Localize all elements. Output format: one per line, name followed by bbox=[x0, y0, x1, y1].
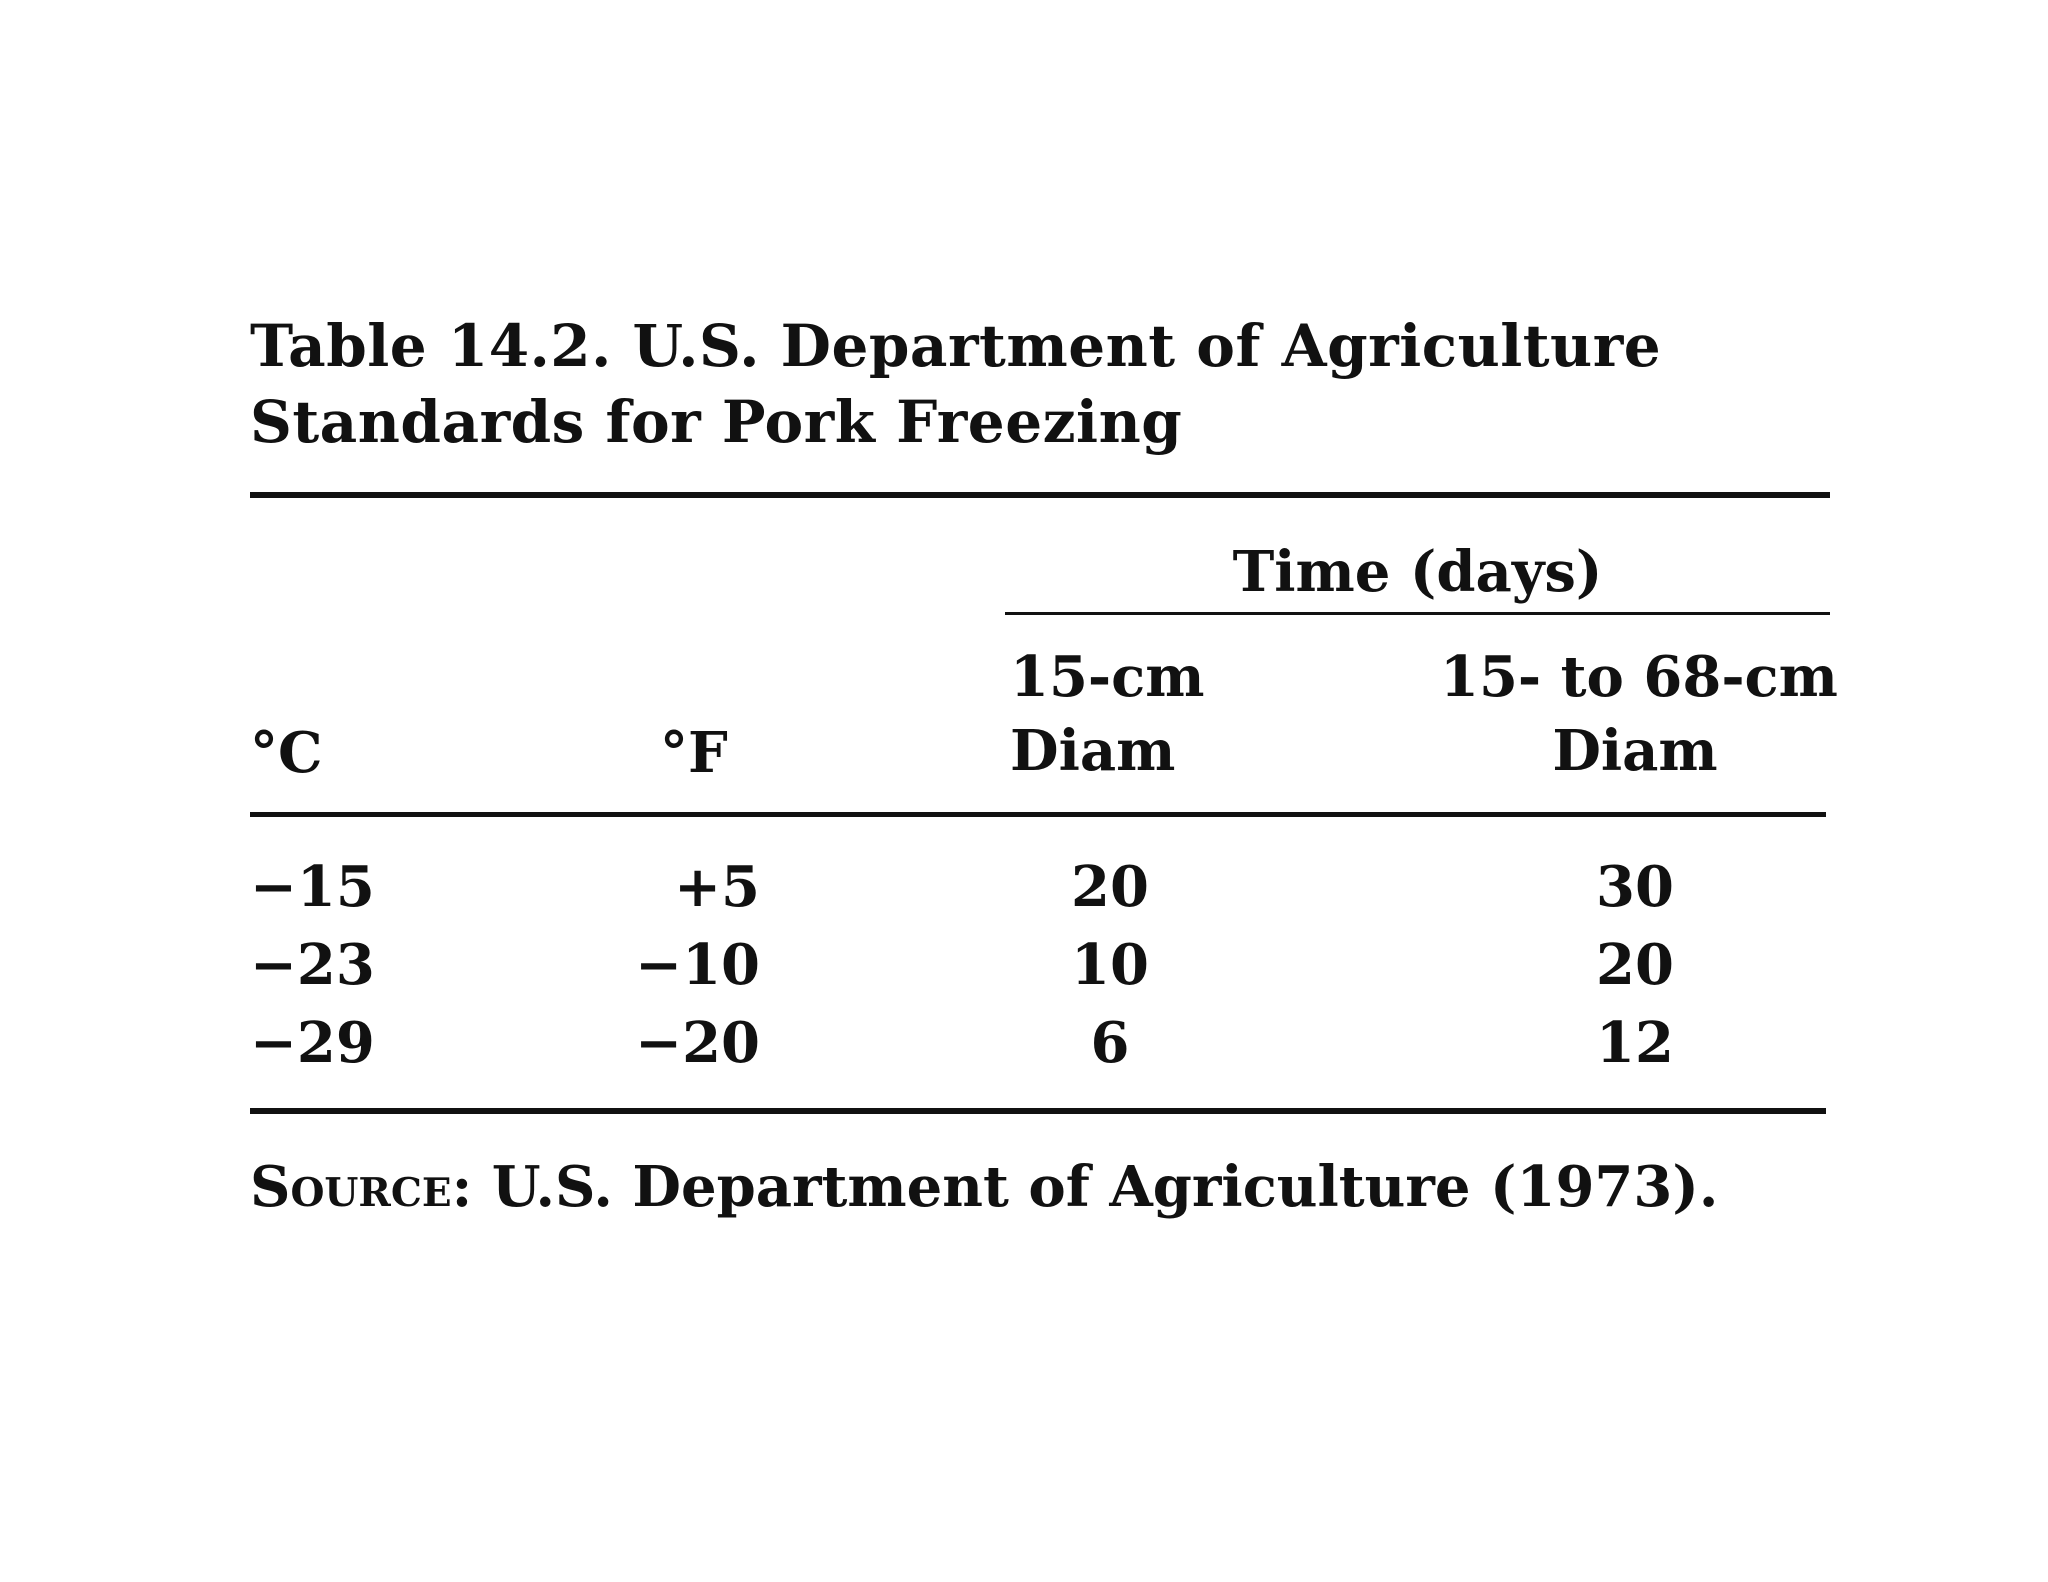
header-15cm-diam-line-2: Diam bbox=[1010, 718, 1176, 784]
header-fahrenheit: °F bbox=[660, 720, 728, 786]
table-cell-15cm-days: 10 bbox=[1071, 932, 1149, 998]
table-cell-celsius: −29 bbox=[250, 1010, 375, 1076]
header-bottom-rule bbox=[250, 812, 1826, 817]
header-celsius: °C bbox=[250, 720, 323, 786]
header-15cm-diam-line-1: 15-cm bbox=[1010, 644, 1205, 710]
table-cell-15-68cm-days: 30 bbox=[1596, 854, 1674, 920]
time-days-spanning-header: Time (days) bbox=[1232, 539, 1603, 605]
table-cell-15-68cm-days: 20 bbox=[1596, 932, 1674, 998]
table-cell-fahrenheit: −10 bbox=[635, 932, 760, 998]
header-15-to-68cm-diam-line-1: 15- to 68-cm bbox=[1440, 644, 1838, 710]
table-cell-15cm-days: 6 bbox=[1090, 1010, 1130, 1076]
table-title-line-2: Standards for Pork Freezing bbox=[250, 388, 1183, 456]
source-text: U.S. Department of Agriculture (1973). bbox=[491, 1154, 1719, 1220]
table-top-rule bbox=[250, 492, 1830, 498]
table-cell-celsius: −23 bbox=[250, 932, 375, 998]
table-bottom-rule bbox=[250, 1108, 1826, 1114]
table-cell-15cm-days: 20 bbox=[1071, 854, 1149, 920]
source-label: Source: bbox=[250, 1154, 473, 1220]
table-source-note bbox=[250, 1150, 1718, 1224]
header-15-to-68cm-diam-line-2: Diam bbox=[1552, 718, 1718, 784]
table-cell-fahrenheit: −20 bbox=[635, 1010, 760, 1076]
header-15cm-diam bbox=[1010, 640, 1350, 788]
table-cell-15-68cm-days: 12 bbox=[1596, 1010, 1674, 1076]
table-title-line-1: Table 14.2. U.S. Department of Agriculture bbox=[250, 312, 1662, 380]
spanning-header-rule bbox=[1005, 612, 1830, 615]
header-15-to-68cm-diam bbox=[1440, 640, 1838, 788]
table-cell-fahrenheit: +5 bbox=[674, 854, 760, 920]
table-caption bbox=[250, 308, 1850, 460]
table-cell-celsius: −15 bbox=[250, 854, 375, 920]
